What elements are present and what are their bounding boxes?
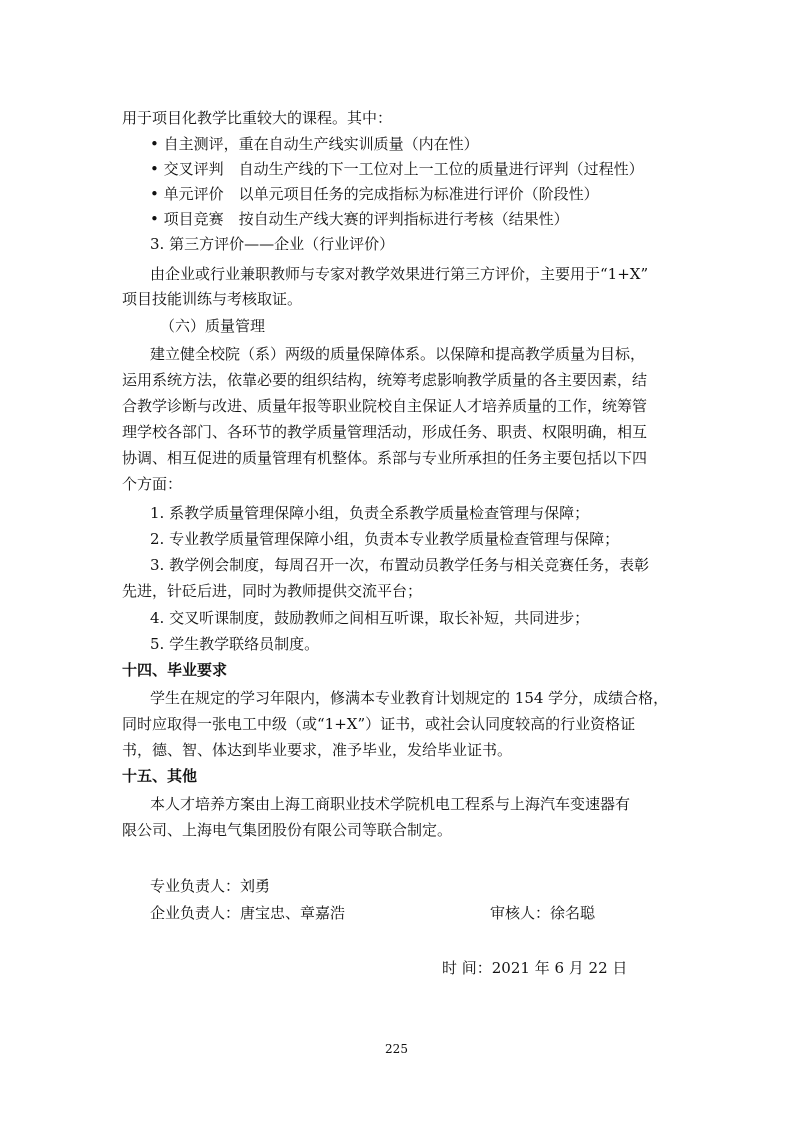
section-heading: 十五、其他 [122,767,198,785]
text-line: 用于项目化教学比重较大的课程。其中： [122,109,393,127]
text-line: 运用系统方法，依靠必要的组织结构，统筹考虑影响教学质量的各主要因素，结 [122,371,648,389]
section-heading: 十四、毕业要求 [122,661,228,679]
list-item: 5. 学生教学联络员制度。 [150,635,320,653]
text-line: 协调、相互促进的质量管理有机整体。系部与专业所承担的任务主要包括以下四 [122,449,648,467]
list-item: 2. 专业教学质量管理保障小组，负责本专业教学质量检查管理与保障； [150,530,620,548]
bullet-item: • 自主测评，重在自动生产线实训质量（内在性） [150,135,479,153]
text-line: 书，德、智、体达到毕业要求，准予毕业，发给毕业证书。 [122,741,513,759]
text-line: 建立健全校院（系）两级的质量保障体系。以保障和提高教学质量为目标， [150,345,646,363]
text-line: 学生在规定的学习年限内，修满本专业教育计划规定的 154 学分，成绩合格， [150,689,669,707]
enterprise-lead: 企业负责人：唐宝忠、章嘉浩 [150,904,346,922]
major-lead: 专业负责人：刘勇 [150,877,271,895]
page-number: 225 [385,1042,408,1056]
list-item: 3. 教学例会制度，每周召开一次，布置动员教学任务与相关竞赛任务，表彰 [150,556,650,574]
subsection-heading: （六）质量管理 [160,317,266,335]
bullet-item: • 交叉评判 自动生产线的下一工位对上一工位的质量进行评判（过程性） [150,160,644,178]
list-item: 1. 系教学质量管理保障小组，负责全系教学质量检查管理与保障； [150,504,590,522]
text-line: 由企业或行业兼职教师与专家对教学效果进行第三方评价，主要用于“1+X” [150,265,649,283]
sign-date: 时 间：2021 年 6 月 22 日 [442,959,628,977]
reviewer: 审核人：徐名聪 [490,904,596,922]
text-line: 理学校各部门、各环节的教学质量管理活动，形成任务、职责、权限明确，相互 [122,423,648,441]
text-line: 项目技能训练与考核取证。 [122,290,303,308]
list-item: 4. 交叉听课制度，鼓励教师之间相互听课，取长补短，共同进步； [150,609,590,627]
text-line: 个方面： [122,475,183,493]
bullet-item: • 单元评价 以单元项目任务的完成指标为标准进行评价（阶段性） [150,185,599,203]
text-line: 合教学诊断与改进、质量年报等职业院校自主保证人才培养质量的工作，统筹管 [122,397,648,415]
bullet-item: • 项目竞赛 按自动生产线大赛的评判指标进行考核（结果性） [150,210,569,228]
text-line: 同时应取得一张电工中级（或“1+X”）证书，或社会认同度较高的行业资格证 [122,715,636,733]
text-line: 先进，针砭后进，同时为教师提供交流平台； [122,582,423,600]
text-line: 限公司、上海电气集团股份有限公司等联合制定。 [122,821,453,839]
list-item: 3. 第三方评价——企业（行业评价） [150,235,395,253]
text-line: 本人才培养方案由上海工商职业技术学院机电工程系与上海汽车变速器有 [150,795,631,813]
